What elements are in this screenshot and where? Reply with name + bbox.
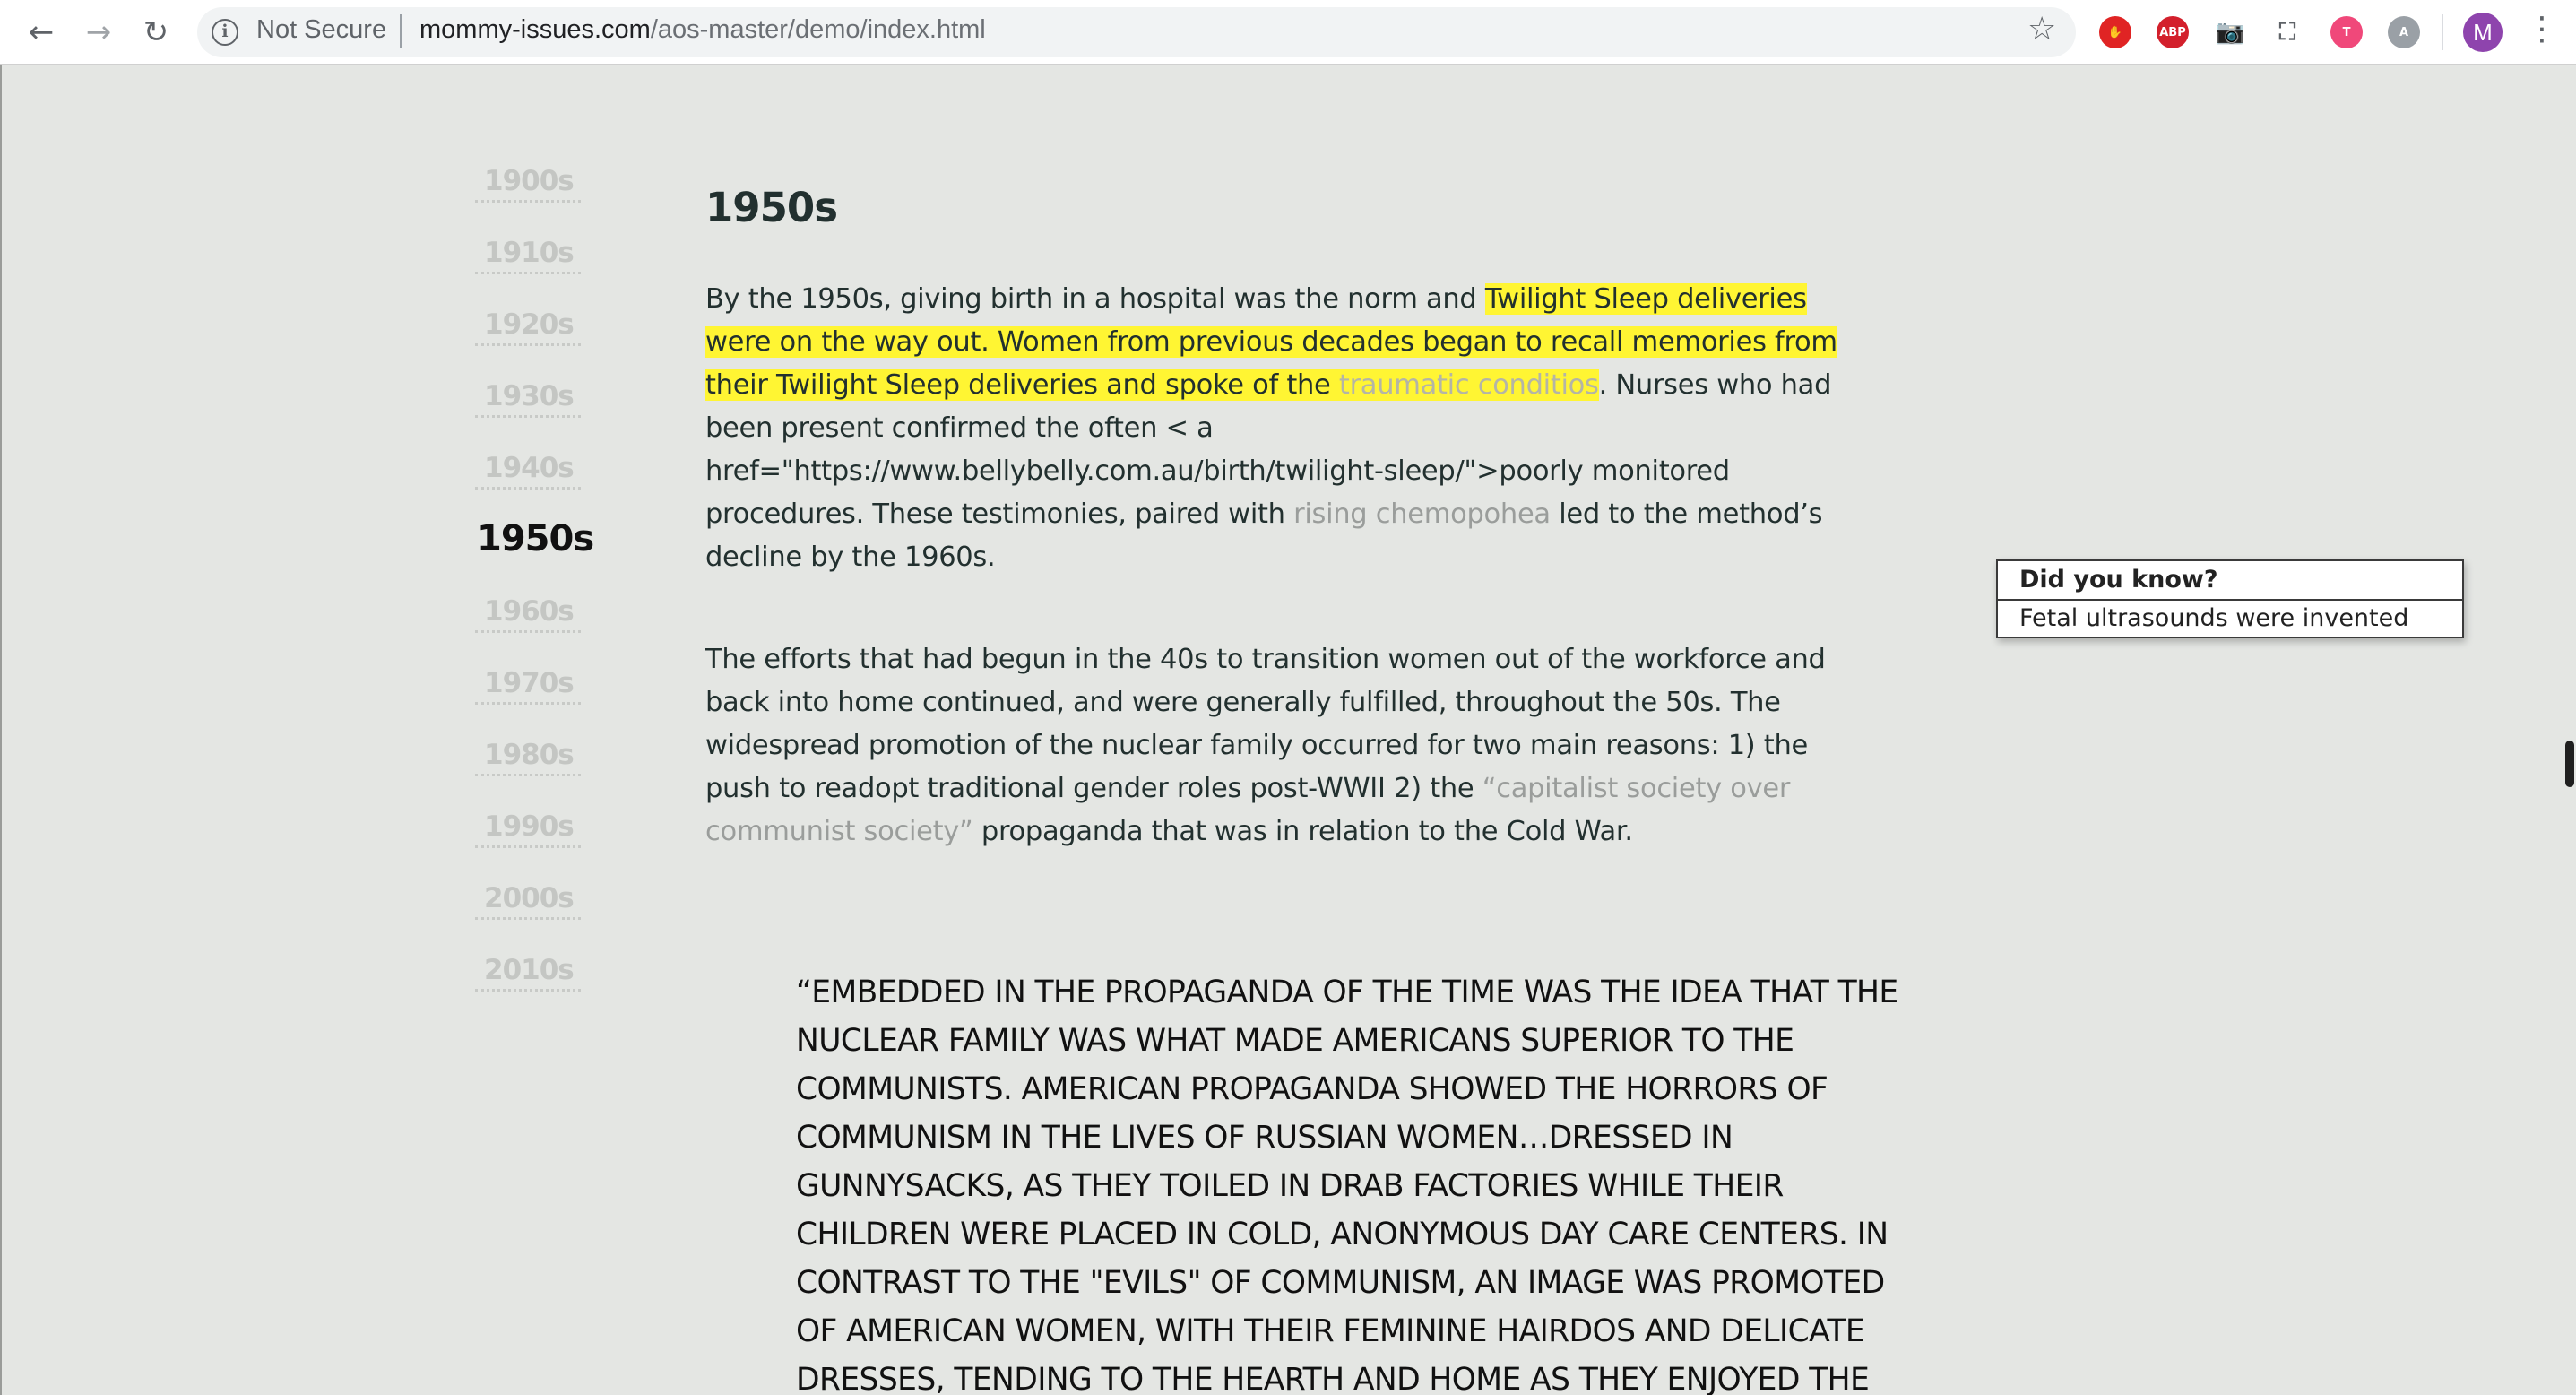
p2-text-a: The efforts that had begun in the 40s to transition women out of the workforce and back into home continued, and were generally fulfilled, throughout the 50s. The widespread promotion of the nuclear family occurred for two main reasons: 1) the push to readopt traditional gender roles post-WWII 2) the — [705, 644, 1826, 804]
p1-highlighted-text: Twilight Sleep deliveries were on the way out. Women from previous decades began to recall memories from their Twilight Sleep deliveries and spoke of the — [705, 283, 1837, 401]
rising-chemopohea-link[interactable]: rising chemopohea — [1293, 498, 1551, 530]
did-you-know-body: Fetal ultrasounds were invented — [2019, 604, 2409, 632]
extension-icon[interactable]: A — [2388, 16, 2420, 48]
article-paragraph-1 — [705, 278, 1871, 579]
timeline-item-label: 1980s — [475, 739, 581, 776]
timeline-item-label: 1900s — [475, 165, 581, 203]
browser-toolbar — [0, 0, 2576, 65]
address-separator — [400, 14, 402, 48]
timeline-item-label: 1940s — [475, 452, 581, 490]
back-arrow-icon[interactable]: ← — [28, 14, 55, 50]
decade-timeline-nav — [475, 165, 609, 1026]
traumatic-conditions-link[interactable]: traumatic conditios — [1338, 369, 1599, 401]
adblock-icon[interactable]: ✋ — [2099, 16, 2131, 48]
timeline-item-label: 1990s — [475, 810, 581, 848]
timeline-item-1930s[interactable] — [475, 380, 609, 452]
profile-avatar[interactable]: M — [2463, 13, 2503, 52]
timeline-item-1950s[interactable] — [475, 518, 609, 595]
p1-text-b: . Nurses who had been present confirmed the often < a href="https://www.bellybelly.com.au/birth/twilight-sleep/">poorly monitored procedures. These testimonies, paired with — [705, 369, 1832, 530]
timeline-item-1900s[interactable] — [475, 165, 609, 237]
url-domain: mommy-issues.com — [419, 15, 651, 44]
timeline-item-2010s[interactable] — [475, 954, 609, 1026]
toolbar-separator — [2442, 14, 2443, 50]
tab-icon[interactable]: T — [2330, 16, 2363, 48]
url-path: /aos-master/demo/index.html — [650, 15, 986, 44]
timeline-item-label: 1960s — [475, 595, 581, 633]
scrollbar-thumb[interactable] — [2565, 741, 2574, 787]
timeline-item-label: 1930s — [475, 380, 581, 418]
page-left-border — [0, 65, 2, 1395]
article-paragraph-2 — [705, 638, 1871, 853]
browser-menu-icon[interactable]: ⋮ — [2526, 11, 2558, 48]
reload-icon[interactable]: ↻ — [143, 14, 169, 50]
p1-text-a: By the 1950s, giving birth in a hospital was the norm and — [705, 283, 1485, 315]
camera-icon[interactable]: 📷 — [2215, 19, 2245, 46]
timeline-item-label: 1910s — [475, 237, 581, 274]
timeline-item-1990s[interactable] — [475, 810, 609, 882]
timeline-item-1940s[interactable] — [475, 452, 609, 524]
timeline-item-label: 1970s — [475, 667, 581, 705]
screenshot-icon[interactable]: ⛶ — [2278, 18, 2296, 46]
p1-text-c: led to the method’s decline by the 1960s. — [705, 498, 1823, 573]
timeline-item-1980s[interactable] — [475, 739, 609, 810]
security-label[interactable]: Not Secure — [256, 15, 387, 44]
url-text[interactable] — [419, 15, 986, 45]
timeline-item-label: 2000s — [475, 882, 581, 920]
abp-icon[interactable]: ABP — [2157, 16, 2189, 48]
timeline-item-label: 1950s — [477, 518, 594, 559]
timeline-item-1910s[interactable] — [475, 237, 609, 308]
did-you-know-card[interactable] — [1996, 559, 2464, 638]
forward-arrow-icon[interactable]: → — [85, 14, 112, 50]
timeline-item-label: 2010s — [475, 954, 581, 992]
capitalist-society-link[interactable]: “capitalist society over communist society” — [705, 773, 1791, 847]
info-icon[interactable]: i — [212, 19, 238, 46]
section-heading: 1950s — [705, 184, 838, 231]
propaganda-quote: “EMBEDDED IN THE PROPAGANDA OF THE TIME WAS THE IDEA THAT THE NUCLEAR FAMILY WAS WHAT MADE AMERICANS SUPERIOR TO THE COMMUNISTS. AMERICAN PROPAGANDA SHOWED THE HORRORS OF COMMUNISM IN THE LIVES OF RUSSIAN WOMEN…DRESSED IN GUNNYSACKS, AS THEY TOILED IN DRAB FACTORIES WHILE THEIR CHILDREN WERE PLACED IN COLD, ANONYMOUS DAY CARE CENTERS. IN CONTRAST TO THE "EVILS" OF COMMUNISM, AN IMAGE WAS PROMOTED OF AMERICAN WOMEN, WITH THEIR FEMININE HAIRDOS AND DELICATE DRESSES, TENDING TO THE HEARTH AND HOME AS THEY ENJOYED THE — [796, 975, 1898, 1395]
timeline-item-label: 1920s — [475, 308, 581, 346]
did-you-know-title: Did you know? — [1998, 561, 2462, 601]
p2-text-b: propaganda that was in relation to the Cold War. — [972, 816, 1633, 847]
timeline-item-1920s[interactable] — [475, 308, 609, 380]
bookmark-star-icon[interactable]: ☆ — [2027, 11, 2057, 48]
timeline-item-1960s[interactable] — [475, 595, 609, 667]
timeline-item-1970s[interactable] — [475, 667, 609, 739]
timeline-item-2000s[interactable] — [475, 882, 609, 954]
